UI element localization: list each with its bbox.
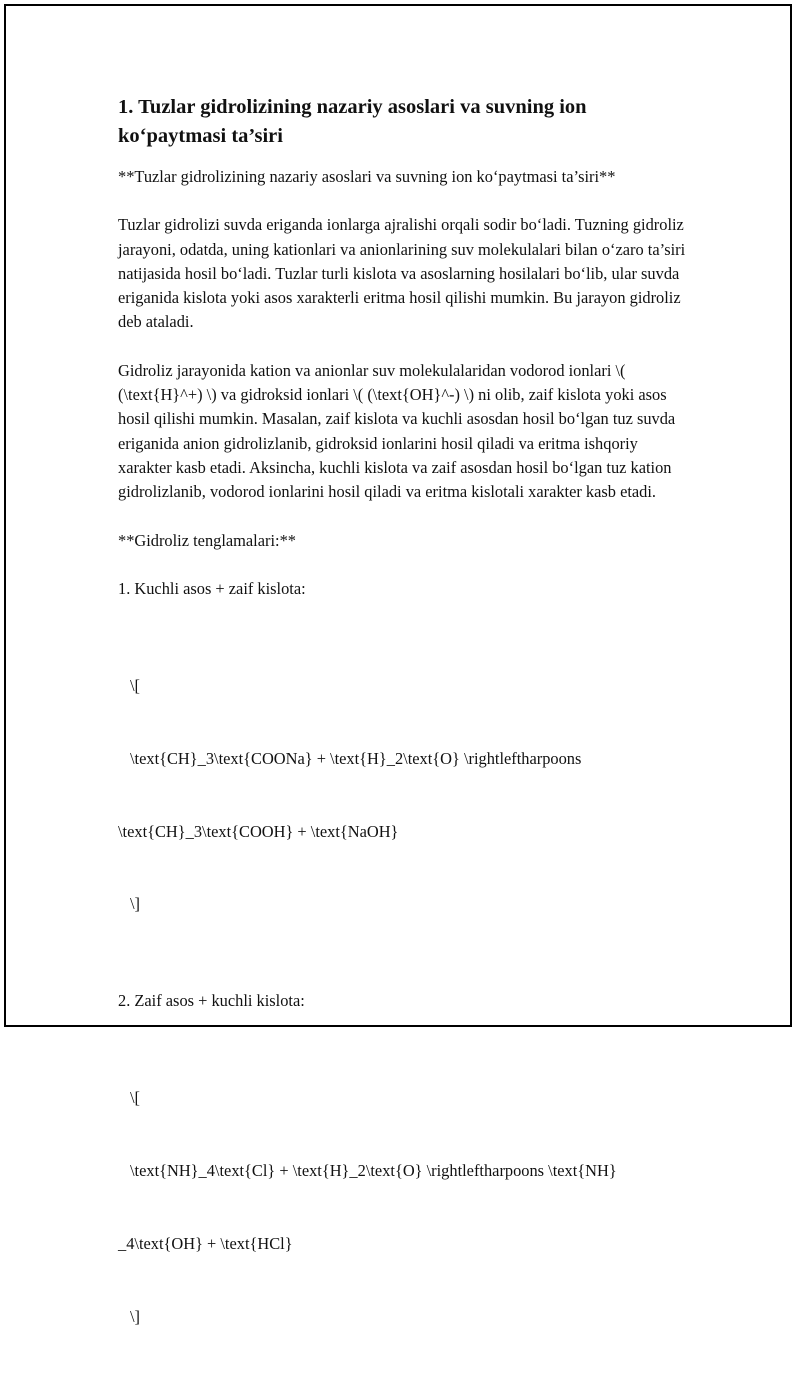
equation-2-line-2: _4\text{OH} + \text{HCl} [118,1233,293,1253]
equation-1-block [118,625,688,965]
equation-1-line-1: \text{CH}_3\text{COONa} + \text{H}_2\text{O} \rightleftharpoons [130,748,582,768]
equations-heading: **Gidroliz tenglamalari:** [118,530,296,550]
document-title: 1. Tuzlar gidrolizining nazariy asoslari va suvning ion ko‘paytmasi ta’siri [118,96,587,147]
equation-2-open: \[ [130,1088,141,1108]
equation-2-close: \] [130,1306,141,1326]
equation-1-open: \[ [130,675,141,695]
document-body [118,93,688,1378]
equation-2-label: 2. Zaif asos + kuchli kislota: [118,991,305,1011]
equation-1-close: \] [130,894,141,914]
document-subtitle: **Tuzlar gidrolizining nazariy asoslari va suvning ion ko‘paytmasi ta’siri** [118,167,616,186]
equation-2-line-1: \text{NH}_4\text{Cl} + \text{H}_2\text{O} \rightleftharpoons \text{NH} [130,1161,617,1181]
paragraph-1: Tuzlar gidrolizi suvda eriganda ionlarga ajralishi orqali sodir bo‘ladi. Tuzning gidroliz jarayoni, odatda, uning kationlari va anionlarining suv molekulalari bilan o‘zaro ta’siri natijasida hosil bo‘ladi. Tuzlar turli kislota va asoslarning hosilalari bo‘lib, ular suvda eriganida kislota yoki asos xarakterli eritma hosil qilishi mumkin. Bu jarayon gidroliz deb ataladi. [118,215,690,332]
equation-2-block [118,1038,688,1378]
equation-1-line-2: \text{CH}_3\text{COOH} + \text{NaOH} [118,821,399,841]
equation-1-label: 1. Kuchli asos + zaif kislota: [118,578,306,598]
paragraph-2: Gidroliz jarayonida kation va anionlar suv molekulalaridan vodorod ionlari \( (\text{H}^+) \) va gidroksid ionlari \( (\text{OH}^-) \) ni olib, zaif kislota yoki asos hosil qilishi mumkin. Masalan, zaif kislota va kuchli asosdan hosil bo‘lgan tuz suvda eriganida anion gidrolizlanib, gidroksid ionlarini hosil qiladi va eritma ishqoriy xarakter kasb etadi. Aksincha, kuchli kislota va zaif asosdan hosil bo‘lgan tuz kation gidrolizlanib, vodorod ionlarini hosil qiladi va eritma kislotali xarakter kasb etadi. [118,360,680,502]
